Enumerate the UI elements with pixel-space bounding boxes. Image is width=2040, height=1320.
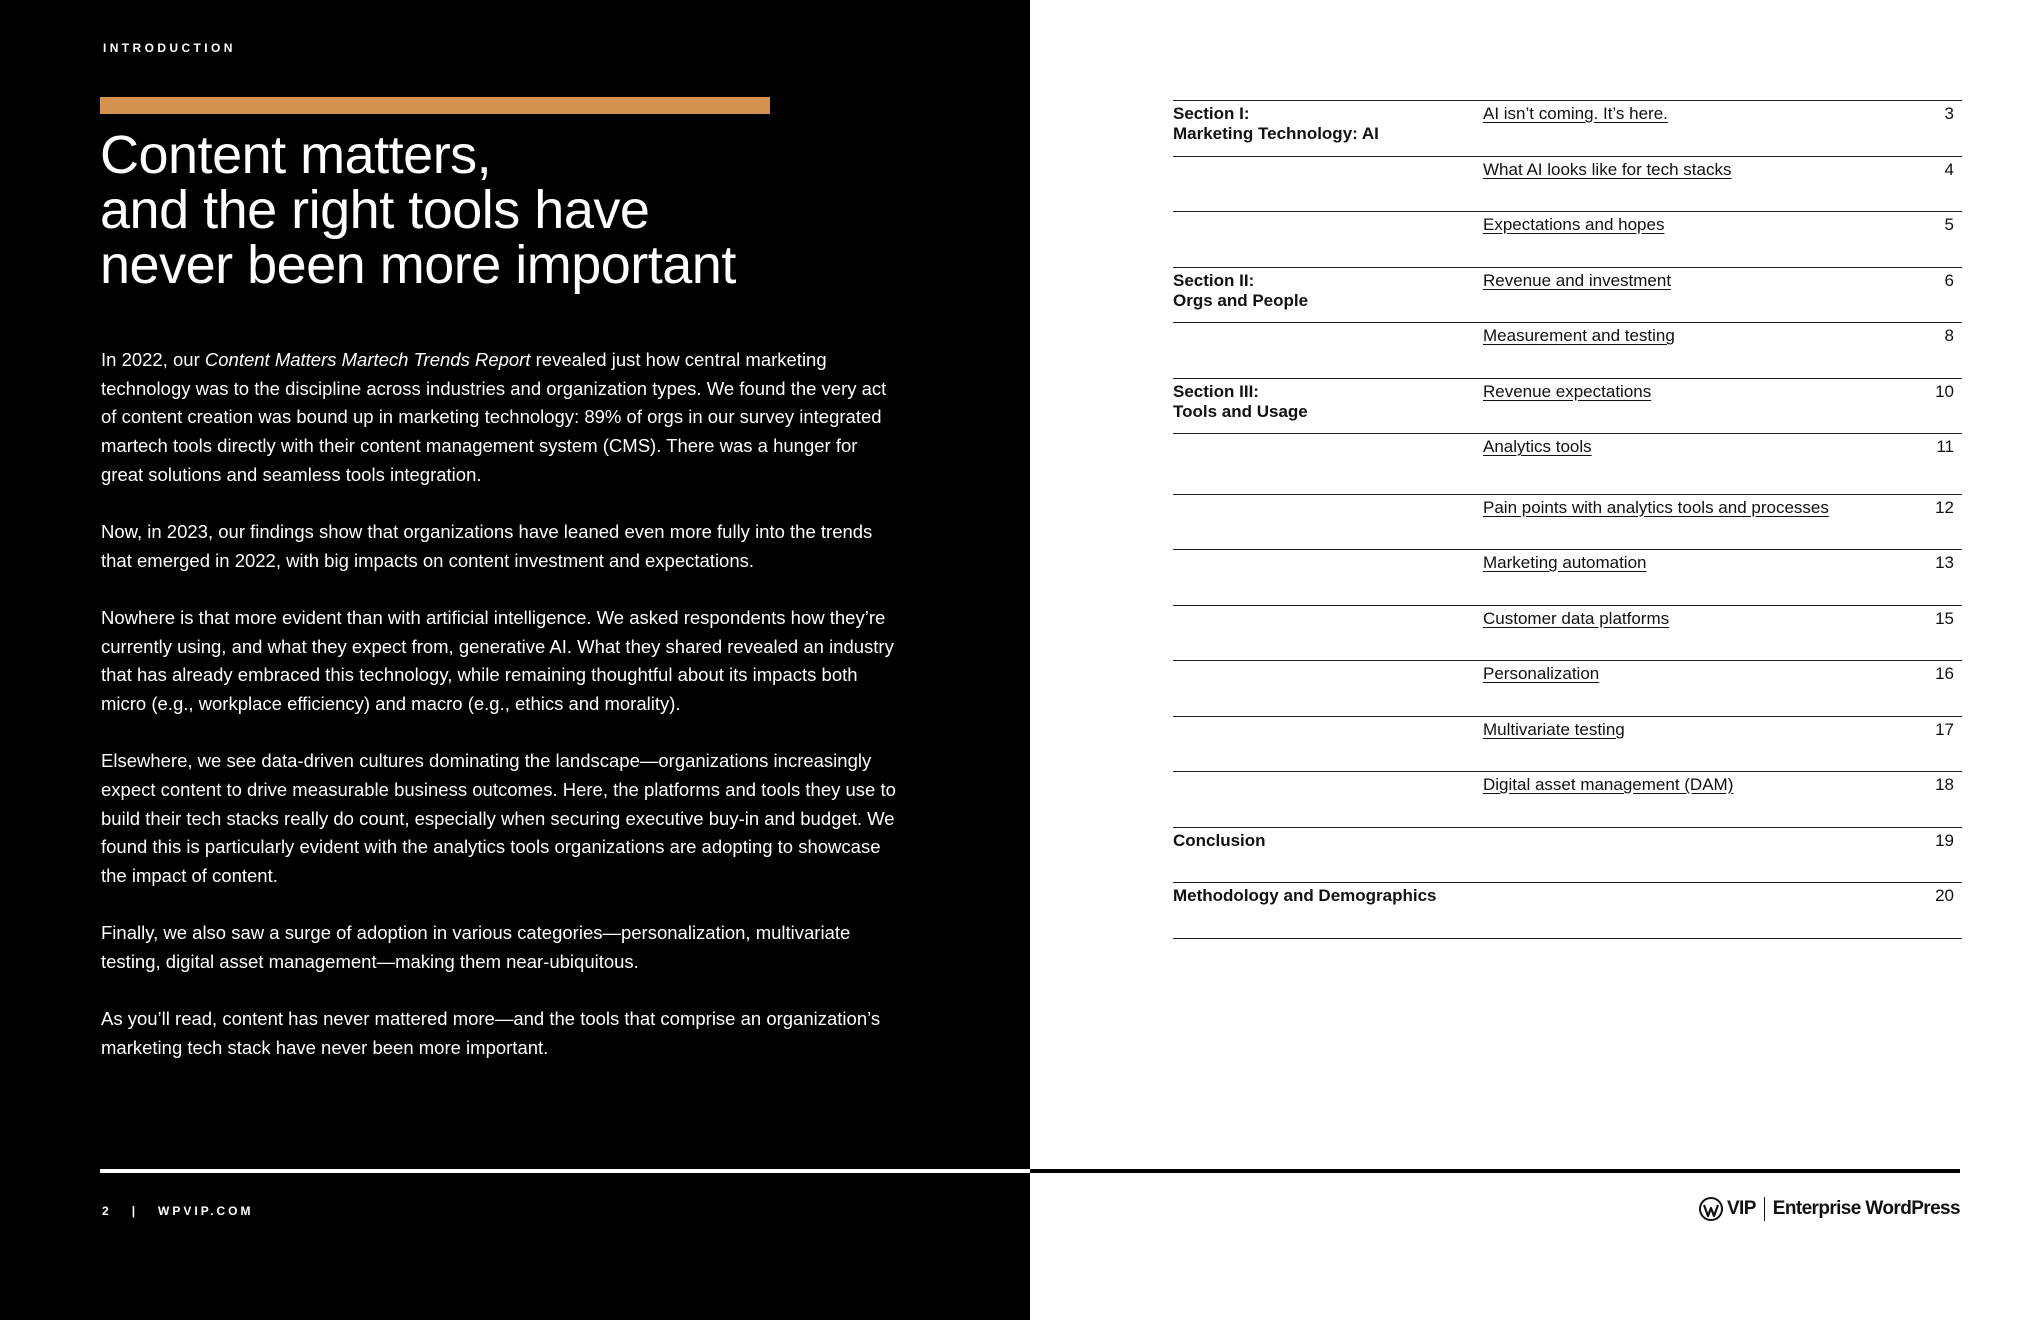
footer-left: [102, 1204, 254, 1218]
title-line: Content matters,: [100, 125, 492, 185]
toc-row: [1173, 157, 1962, 213]
toc-row: [1173, 101, 1962, 157]
toc-page-number: 12: [1935, 497, 1954, 517]
footer-rule: [100, 1169, 1030, 1173]
intro-body: [101, 346, 901, 1091]
toc-section-label: [1173, 104, 1379, 144]
toc-page-number: 13: [1935, 553, 1954, 572]
toc-entry-link[interactable]: Measurement and testing: [1483, 326, 1675, 345]
toc-page-number: 6: [1944, 270, 1954, 290]
toc-section-line: Orgs and People: [1173, 290, 1309, 310]
toc-entry-link[interactable]: Marketing automation: [1483, 553, 1647, 572]
toc-page-number: 15: [1935, 608, 1954, 628]
report-title: Content Matters Martech Trends Report: [204, 349, 531, 370]
toc-section-line: Conclusion: [1173, 830, 1266, 850]
toc-section-label: [1173, 886, 1437, 906]
toc-row: [1173, 495, 1962, 551]
brand-name: Enterprise WordPress: [1772, 1198, 1960, 1219]
brand-vip: VIP: [1726, 1198, 1756, 1219]
toc-entry-link[interactable]: Pain points with analytics tools and processes: [1483, 497, 1829, 517]
brand-divider: [1764, 1197, 1765, 1221]
section-eyebrow: INTRODUCTION: [103, 41, 236, 55]
toc-entry-link[interactable]: Revenue expectations: [1483, 381, 1652, 401]
toc-entry-link[interactable]: Multivariate testing: [1483, 719, 1625, 739]
paragraph: [101, 346, 901, 490]
toc-section-line: Methodology and Demographics: [1173, 886, 1437, 905]
toc-page-number: 16: [1935, 664, 1954, 683]
toc-row: [1173, 883, 1962, 939]
title-line: never been more important: [100, 235, 736, 295]
toc-page-number: 3: [1944, 104, 1954, 123]
brand-logo: [1699, 1197, 1960, 1221]
toc-page-number: 18: [1935, 775, 1954, 794]
footer-rule: [1030, 1169, 1960, 1173]
toc-section-line: Section I:: [1173, 104, 1250, 123]
table-of-contents: [1173, 100, 1962, 939]
page-number: 2: [102, 1204, 112, 1218]
toc-entry-link[interactable]: AI isn’t coming. It’s here.: [1483, 104, 1668, 123]
paragraph: Finally, we also saw a surge of adoption in various categories—personalization, multivariate testing, digital asset management—making them near-ubiquitous.: [101, 922, 851, 972]
toc-page-number: 4: [1944, 159, 1954, 179]
toc-page-number: 20: [1935, 886, 1954, 905]
toc-row: [1173, 379, 1962, 435]
toc-entry-link[interactable]: Digital asset management (DAM): [1483, 775, 1734, 794]
toc-page-number: 8: [1944, 326, 1954, 345]
toc-section-line: Section II:: [1173, 270, 1255, 290]
toc-row: [1173, 434, 1962, 495]
paragraph: Nowhere is that more evident than with artificial intelligence. We asked respondents how they’re currently using, and what they expect from, generative AI. What they shared revealed an industry that has already embraced this technology, while remaining thoughtful about its impacts both micro (e.g., workplace efficiency) and macro (e.g., ethics and morality).: [101, 606, 894, 715]
toc-entry-link[interactable]: What AI looks like for tech stacks: [1483, 159, 1732, 179]
toc-row: [1173, 606, 1962, 662]
toc-entry-link[interactable]: Personalization: [1483, 664, 1600, 683]
toc-section-line: Tools and Usage: [1173, 401, 1308, 421]
toc-row: [1173, 717, 1962, 773]
toc-section-line: Marketing Technology: AI: [1173, 124, 1379, 143]
toc-page-number: 10: [1935, 381, 1954, 401]
toc-entry-link[interactable]: Analytics tools: [1483, 437, 1592, 456]
toc-page-number: 11: [1936, 437, 1954, 456]
toc-row: [1173, 661, 1962, 717]
page-title: [100, 125, 900, 295]
toc-row: [1173, 828, 1962, 884]
wordpress-icon: [1699, 1197, 1723, 1221]
toc-section-label: [1173, 382, 1308, 422]
toc-row: [1173, 323, 1962, 379]
paragraph-text: In 2022, our: [101, 349, 205, 370]
toc-section-line: Section III:: [1173, 381, 1259, 401]
toc-section-label: [1173, 271, 1308, 311]
toc-page-number: 17: [1935, 719, 1954, 739]
title-line: and the right tools have: [100, 180, 650, 240]
footer-separator: |: [131, 1204, 139, 1218]
accent-bar: [100, 97, 770, 114]
toc-page-number: 5: [1944, 215, 1954, 234]
toc-entry-link[interactable]: Revenue and investment: [1483, 270, 1672, 290]
toc-row: [1173, 212, 1962, 268]
toc-section-label: [1173, 831, 1266, 851]
site-link[interactable]: WPVIP.COM: [158, 1204, 254, 1218]
paragraph: Now, in 2023, our findings show that organizations have leaned even more fully into the trends that emerged in 2022, with big impacts on content investment and expectations.: [101, 521, 873, 571]
paragraph-text: revealed just how central marketing technology was to the discipline across industries and organization types. We found the very act of content creation was bound up in marketing technology: 89% of orgs in our survey integrated martech tools directly with their content management system (CMS). There was a hunger for great solutions and seamless tools integration.: [101, 349, 887, 485]
toc-page-number: 19: [1935, 830, 1954, 850]
toc-entry-link[interactable]: Expectations and hopes: [1483, 215, 1665, 234]
toc-entry-link[interactable]: Customer data platforms: [1483, 608, 1670, 628]
toc-row: [1173, 550, 1962, 606]
paragraph: As you’ll read, content has never mattered more—and the tools that comprise an organization’s marketing tech stack have never been more important.: [101, 1008, 881, 1058]
paragraph: Elsewhere, we see data-driven cultures dominating the landscape—organizations increasingly expect content to drive measurable business outcomes. Here, the platforms and tools they use to build their tech stacks really do count, especially when securing executive buy-in and budget. We found this is particularly evident with the analytics tools organizations are adopting to showcase the impact of content.: [101, 750, 896, 887]
toc-row: [1173, 268, 1962, 324]
toc-row: [1173, 772, 1962, 828]
